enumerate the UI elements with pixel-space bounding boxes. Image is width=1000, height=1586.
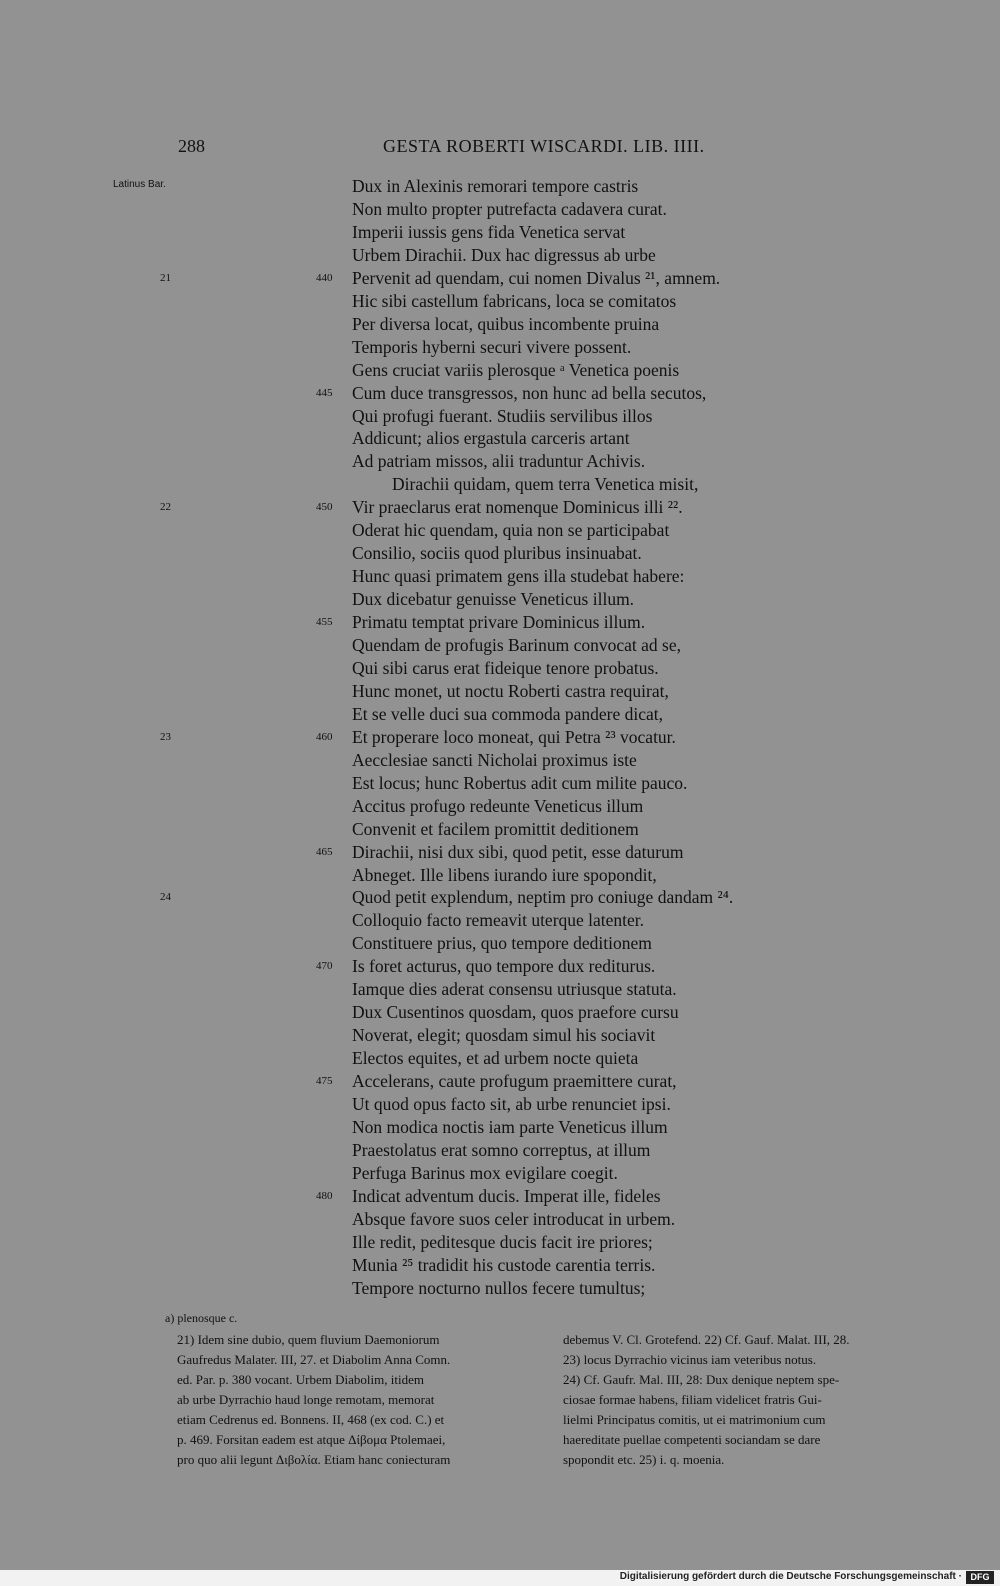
verse-line: Convenit et facilem promittit deditionem — [352, 818, 639, 839]
verse-line: Addicunt; alios ergastula carceris artant — [352, 428, 630, 449]
verse-line: Dirachii, nisi dux sibi, quod petit, esse daturum — [352, 841, 684, 862]
verse-line: Dirachii quidam, quem terra Venetica misit, — [392, 474, 699, 495]
verse-line: Qui sibi carus erat fideique tenore probatus. — [352, 657, 659, 678]
footnote-line: 24) Cf. Gaufr. Mal. III, 28: Dux denique neptem spe- — [563, 1372, 840, 1387]
verse-line: Per diversa locat, quibus incombente pruina — [352, 313, 660, 334]
margin-note-number: 21 — [160, 271, 171, 284]
verse-line: Quendam de profugis Barinum convocat ad se, — [352, 635, 682, 655]
verse-line: Munia ²⁵ tradidit his custode carentia terris. — [352, 1254, 656, 1275]
verse-line: Aecclesiae sancti Nicholai proximus iste — [352, 749, 637, 770]
page-number: 288 — [178, 136, 205, 156]
verse-line: Dux dicebatur genuisse Veneticus illum. — [352, 589, 635, 610]
verse-line: Iamque dies aderat consensu utriusque statuta. — [352, 979, 677, 1000]
margin-note-number: 22 — [160, 501, 171, 514]
running-title: GESTA ROBERTI WISCARDI. LIB. IIII. — [383, 136, 705, 156]
verse-line: Temporis hyberni securi vivere possent. — [352, 336, 632, 357]
verse-line: Accelerans, caute profugum praemittere curat, — [352, 1071, 677, 1092]
verse-line: Praestolatus erat somno correptus, at illum — [352, 1139, 651, 1160]
footnotes-right-column — [563, 1330, 850, 1470]
verse-line: Hic sibi castellum fabricans, loca se comitatos — [352, 290, 677, 311]
verse-line: Hunc quasi primatem gens illa studebat habere: — [352, 566, 685, 587]
verse-line: Tempore nocturno nullos fecere tumultus; — [352, 1277, 646, 1298]
footnote-line: spopondit etc. 25) i. q. moenia. — [563, 1452, 725, 1467]
verse-line: Non modica noctis iam parte Veneticus illum — [352, 1116, 668, 1137]
side-label: Latinus Bar. — [113, 179, 166, 190]
verse-line: Et se velle duci sua commoda pandere dicat, — [352, 703, 663, 724]
verse-line: Et properare loco moneat, qui Petra ²³ vocatur. — [352, 726, 676, 747]
line-number: 465 — [316, 845, 333, 858]
footnote-a: a) plenosque c. — [165, 1311, 238, 1325]
verse-line: Cum duce transgressos, non hunc ad bella secutos, — [352, 382, 707, 403]
verse-line: Vir praeclarus erat nomenque Dominicus illi ²². — [352, 497, 683, 518]
line-number: 445 — [316, 386, 333, 399]
verse-line: Ad patriam missos, alii traduntur Achivis. — [352, 451, 646, 472]
verse-line: Consilio, sociis quod pluribus insinuabat. — [352, 543, 642, 564]
verse-line: Colloquio facto remeavit uterque latenter. — [352, 910, 645, 931]
dfg-logo-icon: DFG — [966, 1571, 994, 1584]
verse-line: Constituere prius, quo tempore deditionem — [352, 933, 652, 954]
verse-line: Noverat, elegit; quosdam simul his sociavit — [352, 1025, 656, 1046]
verse-line: Accitus profugo redeunte Veneticus illum — [352, 795, 644, 816]
verse-line: Absque favore suos celer introducat in urbem. — [352, 1208, 676, 1229]
line-number: 475 — [316, 1075, 333, 1088]
verse-line: Gens cruciat variis plerosque ᵃ Venetica poenis — [352, 359, 680, 380]
verse-line: Abneget. Ille libens iurando iure spopondit, — [352, 864, 657, 885]
verse-line: Dux in Alexinis remorari tempore castris — [352, 176, 639, 196]
verse-line: Urbem Dirachii. Dux hac digressus ab urbe — [352, 244, 656, 265]
footnote-line: 21) Idem sine dubio, quem fluvium Daemoniorum — [177, 1332, 440, 1347]
line-number: 470 — [316, 960, 333, 973]
footnote-line: ab urbe Dyrrachio haud longe remotam, memorat — [177, 1392, 435, 1407]
verse-line: Dux Cusentinos quosdam, quos praefore cursu — [352, 1002, 679, 1023]
verse-line: Perfuga Barinus mox evigilare coegit. — [352, 1162, 618, 1183]
verse-line: Electos equites, et ad urbem nocte quieta — [352, 1048, 639, 1069]
verse-line: Imperii iussis gens fida Venetica servat — [352, 221, 626, 242]
footnote-line: haereditate puellae competenti sociandam se dare — [563, 1432, 821, 1447]
line-number: 460 — [316, 730, 333, 743]
verse-line: Est locus; hunc Robertus adit cum milite pauco. — [352, 772, 688, 793]
margin-note-number: 24 — [160, 891, 171, 904]
verse-line: Ille redit, peditesque ducis facit ire priores; — [352, 1231, 653, 1252]
footnotes-left-column — [177, 1330, 450, 1470]
verse-line: Indicat adventum ducis. Imperat ille, fideles — [352, 1185, 661, 1206]
verse-line: Ut quod opus facto sit, ab urbe renunciet ipsi. — [352, 1094, 671, 1114]
footer-credit: Digitalisierung gefördert durch die Deutsche Forschungsgemeinschaft · — [619, 1571, 962, 1582]
line-number: 455 — [316, 616, 333, 629]
footnote-line: Gaufredus Malater. III, 27. et Diabolim Anna Comn. — [177, 1352, 451, 1367]
line-number: 480 — [316, 1189, 333, 1202]
footnote-line: ciosae formae habens, filiam videlicet fratris Gui- — [563, 1392, 822, 1407]
verse-line: Quod petit explendum, neptim pro coniuge dandam ²⁴. — [352, 887, 734, 908]
verse-line: Qui profugi fuerant. Studiis servilibus illos — [352, 405, 653, 426]
footnote-line: pro quo alii legunt Διβολία. Etiam hanc coniecturam — [177, 1452, 451, 1467]
footnote-line: ed. Par. p. 380 vocant. Urbem Diabolim, itidem — [177, 1372, 424, 1387]
verse-line: Non multo propter putrefacta cadavera curat. — [352, 198, 667, 219]
verse-line: Hunc monet, ut noctu Roberti castra requirat, — [352, 680, 669, 701]
margin-note-number: 23 — [160, 730, 171, 743]
footnote-line: debemus V. Cl. Grotefend. 22) Cf. Gauf. Malat. III, 28. — [563, 1332, 850, 1347]
line-number: 450 — [316, 501, 333, 514]
verse-line: Primatu temptat privare Dominicus illum. — [352, 612, 646, 633]
verse-line: Is foret acturus, quo tempore dux rediturus. — [352, 956, 656, 977]
footnote-line: lielmi Principatus comitis, ut ei matrimonium cum — [563, 1412, 826, 1427]
footnote-line: etiam Cedrenus ed. Bonnens. II, 468 (ex cod. C.) et — [177, 1412, 445, 1427]
verse-line: Oderat hic quendam, quia non se participabat — [352, 520, 670, 541]
line-number: 440 — [316, 271, 333, 284]
footnote-line: p. 469. Forsitan eadem est atque Δίβομα Ptolemaei, — [177, 1432, 446, 1447]
footnote-line: 23) locus Dyrrachio vicinus iam veteribus notus. — [563, 1352, 817, 1367]
verse-line: Pervenit ad quendam, cui nomen Divalus ²¹, amnem. — [352, 267, 721, 288]
